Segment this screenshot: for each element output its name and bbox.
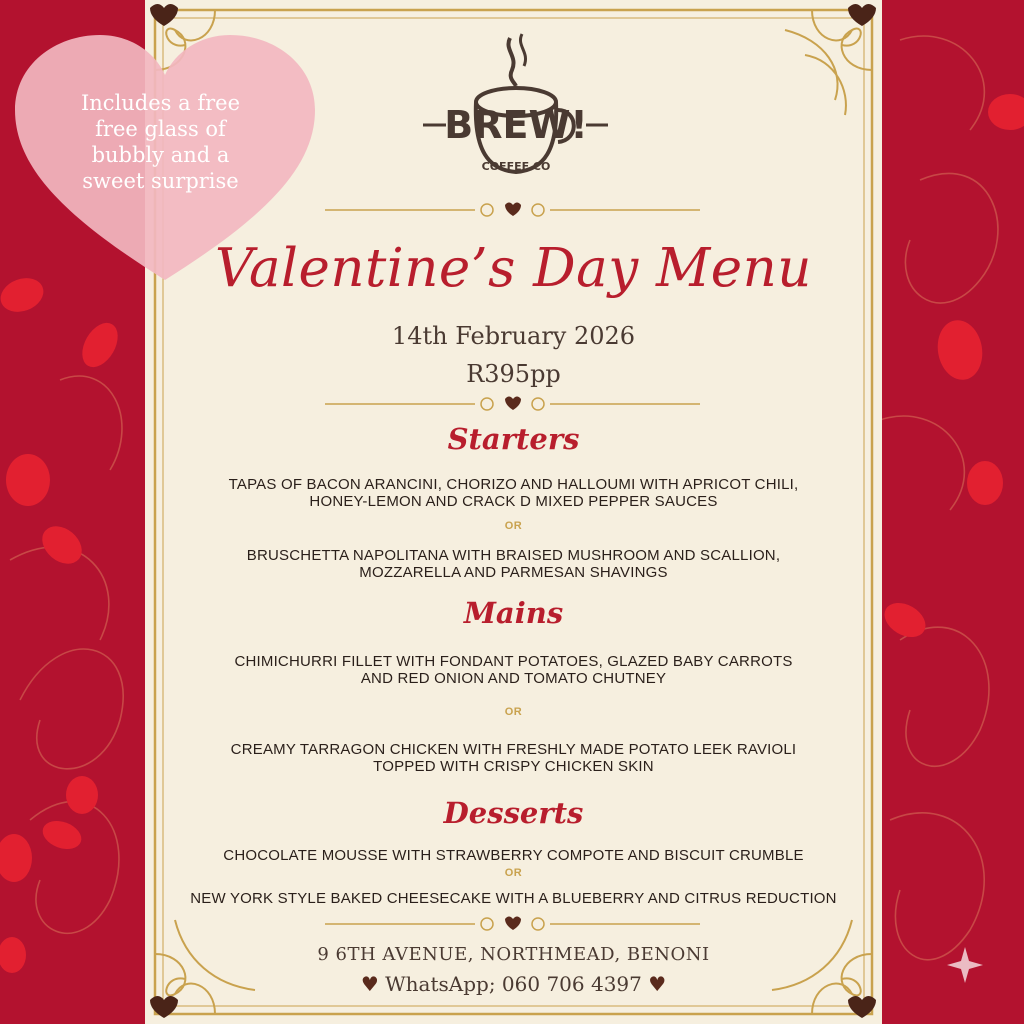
or-separator: OR [504, 867, 523, 879]
whatsapp-number: WhatsApp; 060 706 4397 [385, 972, 642, 996]
divider-heart-icon [325, 914, 700, 934]
menu-item-line: CHOCOLATE MOUSSE WITH STRAWBERRY COMPOTE AND BISCUIT CRUMBLE [223, 847, 804, 864]
logo-name: BREW! [444, 103, 588, 147]
badge-line: sweet surprise [82, 169, 239, 193]
badge-line: Includes a free [80, 91, 240, 115]
or-separator: OR [504, 520, 523, 532]
event-date: 14th February 2026 [391, 322, 636, 350]
heart-icon: ♥ [648, 972, 667, 996]
page-title: Valentine’s Day Menu [215, 238, 812, 299]
menu-item-line: CHIMICHURRI FILLET WITH FONDANT POTATOES, GLAZED BABY CARROTS [234, 653, 793, 670]
divider-heart-icon [325, 394, 700, 414]
menu-item-line: BRUSCHETTA NAPOLITANA WITH BRAISED MUSHROOM AND SCALLION, [246, 547, 781, 564]
menu-item-line: TAPAS OF BACON ARANCINI, CHORIZO AND HALLOUMI WITH APRICOT CHILI, [228, 476, 799, 493]
price-per-person: R395pp [466, 360, 561, 388]
badge-line: free glass of [95, 117, 226, 141]
sparkle-icon [945, 945, 985, 985]
whatsapp-contact[interactable] [145, 972, 882, 996]
menu-item-line: NEW YORK STYLE BAKED CHEESECAKE WITH A BLUEBERRY AND CITRUS REDUCTION [190, 890, 837, 907]
menu-item-line: TOPPED WITH CRISPY CHICKEN SKIN [373, 758, 654, 775]
badge-line: bubbly and a [91, 143, 230, 167]
heart-icon: ♥ [360, 972, 379, 996]
section-mains-heading: Mains [463, 596, 564, 630]
brew-logo [418, 30, 613, 190]
or-separator: OR [504, 706, 523, 718]
section-desserts-heading: Desserts [443, 796, 584, 830]
section-starters-heading: Starters [447, 422, 580, 456]
menu-item-line: CREAMY TARRAGON CHICKEN WITH FRESHLY MADE POTATO LEEK RAVIOLI [230, 741, 797, 758]
divider-heart-icon [325, 200, 700, 220]
menu-item-line: MOZZARELLA AND PARMESAN SHAVINGS [359, 564, 668, 581]
address: 9 6TH AVENUE, NORTHMEAD, BENONI [317, 944, 710, 965]
menu-item-line: HONEY-LEMON AND CRACK D MIXED PEPPER SAUCES [309, 493, 718, 510]
logo-subtitle: COFFEE CO [481, 160, 551, 173]
menu-item-line: AND RED ONION AND TOMATO CHUTNEY [360, 670, 667, 687]
badge-text [58, 90, 263, 194]
